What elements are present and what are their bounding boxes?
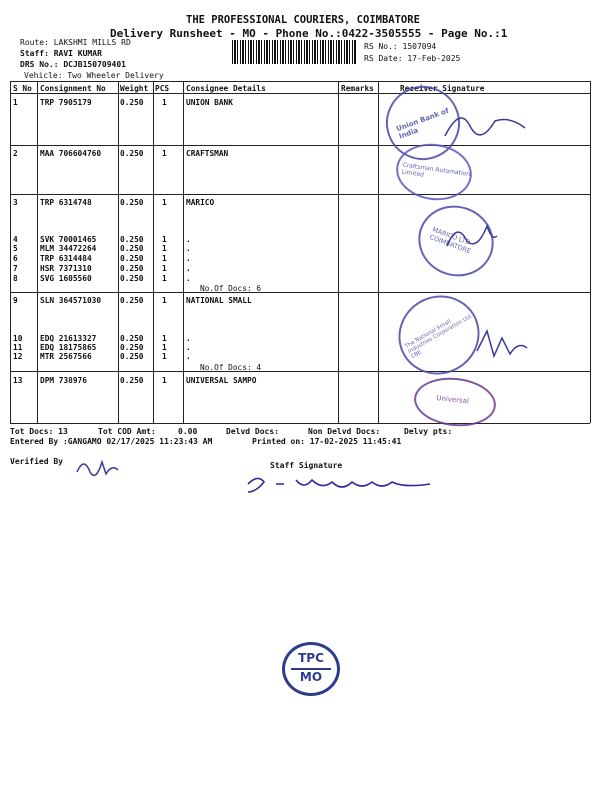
row-weight: 0.250: [120, 343, 144, 352]
col-header-weight: Weight: [120, 84, 149, 93]
staff-signature: [240, 470, 440, 498]
group-doc-count: No.Of Docs: 6: [200, 284, 262, 293]
receiver-signature-9: [472, 326, 532, 366]
row-consignee: .: [186, 352, 191, 361]
receiver-signature-3: [442, 216, 502, 256]
company-name: THE PROFESSIONAL COURIERS, COIMBATORE: [186, 14, 420, 26]
row-consignment: EDQ 21613327: [40, 334, 97, 343]
col-header-consignment: Consignment No: [40, 84, 106, 93]
row-sno: 2: [13, 149, 18, 158]
row-consignee: MARICO: [186, 198, 215, 207]
nsic-stamp: The National Small Industries Corporation Ltd. CBE: [384, 281, 494, 390]
staff-signature-label: Staff Signature: [270, 461, 343, 470]
row-pcs: 1: [162, 235, 167, 244]
row-sno: 6: [13, 254, 18, 263]
row-weight: 0.250: [120, 254, 144, 263]
row-sno: 11: [13, 343, 23, 352]
row-consignee: UNIVERSAL SAMPO: [186, 376, 257, 385]
row-consignee: UNION BANK: [186, 98, 233, 107]
col-divider: [338, 81, 339, 423]
row-consignment: MLM 34472264: [40, 244, 97, 253]
row-weight: 0.250: [120, 274, 144, 283]
row-consignment: TRP 7905179: [40, 98, 92, 107]
col-divider: [183, 81, 184, 423]
row-divider: [10, 194, 590, 195]
row-consignee: NATIONAL SMALL: [186, 296, 252, 305]
col-divider: [118, 81, 119, 423]
receiver-signature-1: [440, 96, 530, 156]
row-weight: 0.250: [120, 149, 144, 158]
row-consignee: .: [186, 235, 191, 244]
row-weight: 0.250: [120, 98, 144, 107]
row-sno: 13: [13, 376, 23, 385]
drs-no: DRS No.: DCJB150709401: [20, 60, 126, 69]
row-consignee: .: [186, 244, 191, 253]
craftsman-stamp: Craftsman Automation Limited: [392, 139, 475, 205]
route: Route: LAKSHMI MILLS RD: [20, 38, 131, 47]
row-pcs: 1: [162, 254, 167, 263]
col-divider: [37, 81, 38, 423]
row-pcs: 1: [162, 296, 167, 305]
row-sno: 12: [13, 352, 23, 361]
row-sno: 7: [13, 264, 18, 273]
col-header-sno: S No: [13, 84, 32, 93]
row-pcs: 1: [162, 264, 167, 273]
row-weight: 0.250: [120, 198, 144, 207]
rs-no: RS No.: 1507094: [364, 42, 437, 51]
table-header-border: [10, 93, 590, 94]
col-header-consignee: Consignee Details: [186, 84, 266, 93]
row-sno: 5: [13, 244, 18, 253]
row-divider: [10, 371, 590, 372]
table-bottom-border: [10, 423, 590, 424]
row-consignment: SVG 1605560: [40, 274, 92, 283]
rs-date: RS Date: 17-Feb-2025: [364, 54, 461, 63]
row-consignee: .: [186, 264, 191, 273]
row-sno: 9: [13, 296, 18, 305]
col-header-pcs: PCS: [155, 84, 170, 93]
staff: Staff: RAVI KUMAR: [20, 49, 102, 58]
union-bank-stamp: Union Bank of India: [376, 76, 471, 171]
row-sno: 1: [13, 98, 18, 107]
row-consignment: TRP 6314748: [40, 198, 92, 207]
row-consignment: MAA 706604760: [40, 149, 102, 158]
row-consignee: CRAFTSMAN: [186, 149, 229, 158]
row-pcs: 1: [162, 244, 167, 253]
barcode: [232, 40, 356, 64]
col-divider: [590, 81, 591, 423]
row-consignment: SVK 70001465: [40, 235, 97, 244]
row-pcs: 1: [162, 376, 167, 385]
vehicle: Vehicle: Two Wheeler Delivery: [24, 71, 164, 80]
row-pcs: 1: [162, 343, 167, 352]
tpc-mo-logo: [282, 642, 340, 696]
col-divider: [378, 81, 379, 423]
row-consignee: .: [186, 334, 191, 343]
group-doc-count: No.Of Docs: 4: [200, 363, 262, 372]
mo-logo-text: MO: [299, 670, 323, 684]
row-consignee: .: [186, 254, 191, 263]
row-consignee: .: [186, 274, 191, 283]
row-weight: 0.250: [120, 376, 144, 385]
row-pcs: 1: [162, 98, 167, 107]
total-cod-value: 0.00: [178, 427, 198, 436]
row-pcs: 1: [162, 334, 167, 343]
col-header-signature: Receiver Signature: [400, 84, 485, 93]
total-docs: Tot Docs: 13: [10, 427, 68, 436]
row-weight: 0.250: [120, 296, 144, 305]
marico-stamp: MARICO LTD COIMBATORE: [408, 195, 503, 287]
row-weight: 0.250: [120, 235, 144, 244]
verified-by-label: Verified By: [10, 457, 63, 466]
row-pcs: 1: [162, 352, 167, 361]
row-weight: 0.250: [120, 352, 144, 361]
row-weight: 0.250: [120, 334, 144, 343]
row-consignment: HSR 7371310: [40, 264, 92, 273]
row-consignment: SLN 364571030: [40, 296, 102, 305]
col-divider: [153, 81, 154, 423]
col-divider: [10, 81, 11, 423]
row-weight: 0.250: [120, 264, 144, 273]
table-top-border: [10, 81, 590, 82]
runsheet-title: Delivery Runsheet - MO - Phone No.:0422-3505555 - Page No.:1: [110, 27, 508, 40]
row-pcs: 1: [162, 198, 167, 207]
total-cod-label: Tot COD Amt:: [98, 427, 156, 436]
row-consignment: TRP 6314484: [40, 254, 92, 263]
row-sno: 4: [13, 235, 18, 244]
non-delivered-docs: Non Delvd Docs:: [308, 427, 381, 436]
delivery-points: Delvy pts:: [404, 427, 453, 436]
delivered-docs: Delvd Docs:: [226, 427, 279, 436]
row-divider: [10, 292, 590, 293]
row-sno: 8: [13, 274, 18, 283]
row-consignee: .: [186, 343, 191, 352]
row-weight: 0.250: [120, 244, 144, 253]
row-consignment: DPM 738976: [40, 376, 87, 385]
col-header-remarks: Remarks: [341, 84, 374, 93]
entered-by: Entered By :GANGAMO 02/17/2025 11:23:43 AM: [10, 437, 213, 446]
row-consignment: EDQ 18175865: [40, 343, 97, 352]
row-consignment: MTR 2567566: [40, 352, 92, 361]
tpc-logo-text: TPC: [298, 651, 324, 665]
row-pcs: 1: [162, 274, 167, 283]
verified-signature: [74, 454, 122, 482]
printed-on: Printed on: 17-02-2025 11:45:41: [252, 437, 402, 446]
row-sno: 3: [13, 198, 18, 207]
row-pcs: 1: [162, 149, 167, 158]
universal-stamp: Universal: [412, 374, 499, 430]
row-sno: 10: [13, 334, 23, 343]
